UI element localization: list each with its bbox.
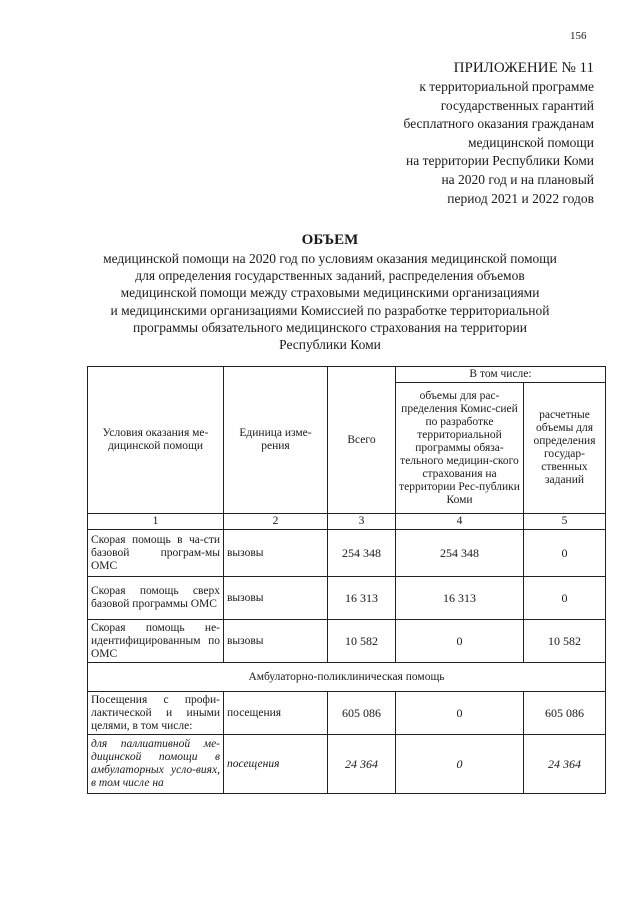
cell-total: 10 582 [328,620,396,663]
column-numbers-row [88,514,606,530]
table-row [88,692,606,735]
cell-total: 605 086 [328,692,396,735]
subtitle-line: и медицинскими организациями Комиссией по разработке территориальной [110,302,550,318]
column-number: 3 [328,514,396,530]
column-number: 4 [396,514,524,530]
column-number: 1 [88,514,224,530]
cell-total: 16 313 [328,577,396,620]
document-title: ОБЪЕМ [301,232,359,248]
cell-condition: для паллиативной ме-дицинской помощи в амбулаторных усло-виях, в том числе на [88,735,224,794]
subtitle-line: программы обязательного медицинского страхования на территории [132,319,528,335]
header-oms-volumes: объемы для рас-пределения Комис-сией по разработке территориальной программы обяза-тельного медицин-ского страхования на территории Рес-публики Коми [396,383,524,514]
table-row [88,530,606,577]
table-row [88,577,606,620]
cell-state: 605 086 [524,692,606,735]
column-number: 5 [524,514,606,530]
subtitle-line: Республики Коми [279,337,381,353]
header-state-volumes: расчетные объемы для определения государ-ственных заданий [524,383,606,514]
cell-unit: вызовы [224,577,328,620]
volume-table [87,366,606,794]
section-row [88,663,606,692]
annex-line: бесплатного оказания гражданам [403,116,594,132]
table-row [88,735,606,794]
header-including: В том числе: [396,367,606,383]
cell-condition: Скорая помощь сверх базовой программы ОМС [88,577,224,620]
annex-block [294,58,594,208]
annex-line: на территории Республики Коми [406,153,594,169]
cell-total: 254 348 [328,530,396,577]
cell-unit: вызовы [224,530,328,577]
annex-line: к территориальной программе [419,79,594,94]
cell-condition: Скорая помощь в ча-сти базовой програм-мы ОМС [88,530,224,577]
cell-unit: вызовы [224,620,328,663]
annex-line: период 2021 и 2022 годов [447,190,594,206]
table-row [88,620,606,663]
cell-state: 24 364 [524,735,606,794]
cell-unit: посещения [224,692,328,735]
cell-oms: 16 313 [396,577,524,620]
header-unit: Единица изме-рения [224,367,328,514]
cell-oms: 0 [396,735,524,794]
page-number: 156 [570,30,587,42]
cell-state: 10 582 [524,620,606,663]
annex-line: на 2020 год и на плановый [441,171,594,187]
subtitle-line: для определения государственных заданий, распределения объемов [135,268,525,284]
column-number: 2 [224,514,328,530]
cell-oms: 0 [396,620,524,663]
table-header-row [88,367,606,383]
cell-condition: Посещения с профи-лактической и иными целями, в том числе: [88,692,224,735]
cell-condition: Скорая помощь не-идентифицированным по ОМС [88,620,224,663]
subtitle-line: медицинской помощи между страховыми медицинскими организациями [120,285,540,301]
annex-line: государственных гарантий [440,97,594,113]
cell-state: 0 [524,530,606,577]
subtitle-line: медицинской помощи на 2020 год по условиям оказания медицинской помощи [103,251,557,266]
cell-oms: 0 [396,692,524,735]
cell-state: 0 [524,577,606,620]
cell-unit: посещения [224,735,328,794]
section-heading: Амбулаторно-поликлиническая помощь [88,663,606,692]
document-subtitle [60,250,600,353]
cell-total: 24 364 [328,735,396,794]
annex-line: медицинской помощи [468,134,594,150]
header-conditions: Условия оказания ме-дицинской помощи [88,367,224,514]
header-total: Всего [328,367,396,514]
cell-oms: 254 348 [396,530,524,577]
annex-title: ПРИЛОЖЕНИЕ № 11 [453,60,594,76]
